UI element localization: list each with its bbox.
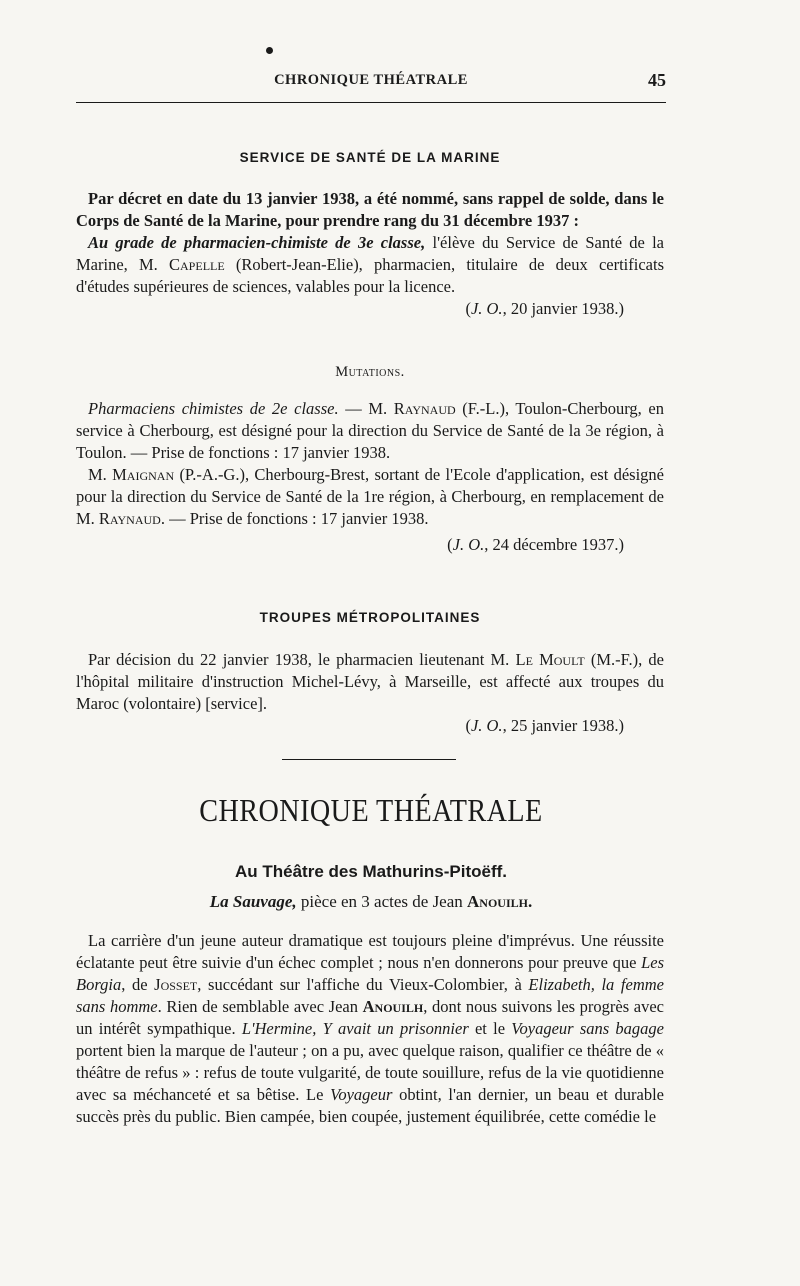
body-text: portent bien la marque de l'auteur ; on a pu, avec quelque raison, qualifier ce théâtre de « théâtre de refus » : refus de toute vulgarité, de toute souillure, refus de la vie quotidienne avec sa méchanceté et sa bêtise. Le	[76, 1041, 664, 1104]
section-title-sante-marine: SERVICE DE SANTÉ DE LA MARINE	[239, 150, 501, 165]
chronique-title: CHRONIQUE THÉATRALE	[199, 792, 543, 828]
cite-date: , 20 janvier 1938.)	[502, 299, 624, 318]
paragraph-raynaud	[76, 398, 664, 464]
grade-text-a: l'élève du Service de Santé de la Marine, M.	[76, 233, 664, 274]
mutations-intro: Pharmaciens chimistes de 2e classe.	[88, 399, 339, 418]
section-mutations-body	[76, 398, 664, 556]
section-title-mutations: Mutations.	[335, 364, 405, 380]
paragraph-le-moult	[76, 649, 664, 715]
cite-date: , 25 janvier 1938.)	[502, 716, 624, 735]
person-name: Raynaud	[98, 509, 161, 528]
play-author: Anouilh.	[467, 892, 533, 911]
section-troupes-body	[76, 649, 664, 737]
paragraph-chronique	[76, 930, 664, 1128]
body-text: , succédant sur l'affiche du Vieux-Colombier, à	[197, 975, 529, 994]
cite-jo: J. O.	[452, 535, 485, 554]
cite-jo: J. O.	[470, 299, 503, 318]
person-name: Josset	[154, 975, 198, 994]
play-text: pièce en 3 actes de Jean	[296, 892, 468, 911]
mutations-text-a: — M.	[338, 399, 394, 418]
maignan-text-a: M.	[88, 465, 113, 484]
work-title: Voyageur sans bagage	[511, 1019, 664, 1038]
section-sante-marine-body	[76, 188, 664, 320]
body-text: obtint, l'an dernier, un beau et durable succès près du public. Bien campée, bien coupée, justement équilibrée, cette comédie le	[76, 1085, 664, 1126]
cite-open: (	[465, 716, 471, 735]
cite-jo: J. O.	[470, 716, 503, 735]
play-title: La Sauvage,	[209, 892, 297, 911]
paragraph-grade	[76, 232, 664, 298]
section-sante-marine	[76, 150, 664, 165]
header-rule	[76, 102, 666, 103]
work-title: Voyageur	[330, 1085, 393, 1104]
troupes-text-b: (M.-F.), de l'hôpital militaire d'instruction Michel-Lévy, à Marseille, est affecté aux troupes du Maroc (volontaire) [service].	[76, 650, 664, 713]
grade-text-b: (Robert-Jean-Elie), pharmacien, titulaire de deux certificats d'études supérieures de sciences, valables pour la licence.	[76, 255, 664, 296]
mutations-text-b: (F.-L.), Toulon-Cherbourg, en service à Cherbourg, est désigné pour la direction du Service de Santé de la 3e région, à Toulon. — Prise de fonctions : 17 janvier 1938.	[76, 399, 664, 462]
section-title-troupes: TROUPES MÉTROPOLITAINES	[259, 610, 481, 625]
person-name: Maignan	[112, 465, 175, 484]
body-text: et le	[468, 1019, 512, 1038]
running-title: CHRONIQUE THÉATRALE	[274, 72, 468, 88]
maignan-text-b: (P.-A.-G.), Cherbourg-Brest, sortant de l'Ecole d'application, est désigné pour la direction du Service de Santé de la 1re région, à Cherbourg, en remplacement de M.	[76, 465, 664, 528]
cite-open: (	[465, 299, 471, 318]
body-text: La carrière d'un jeune auteur dramatique est toujours pleine d'imprévus. Une réussite éclatante peut être suivie d'un échec complet ; nous n'en donnerons pour preuve que	[76, 931, 664, 972]
body-text: . Rien de semblable avec Jean	[157, 997, 363, 1016]
paragraph-decree: Par décret en date du 13 janvier 1938, a été nommé, sans rappel de solde, dans le Corps de Santé de la Marine, pour prendre rang du 31 décembre 1937 :	[76, 189, 664, 230]
chronique-body	[76, 930, 664, 1128]
body-text: , dont nous suivons les progrès avec un intérêt sympathique.	[76, 997, 665, 1038]
section-divider	[282, 759, 456, 760]
play-line	[76, 892, 666, 912]
person-name: Capelle	[169, 255, 225, 274]
cite-date: , 24 décembre 1937.)	[484, 535, 624, 554]
work-title: Elizabeth, la femme sans homme	[76, 975, 664, 1016]
section-troupes	[76, 610, 664, 625]
citation-jo	[76, 298, 664, 320]
paragraph-maignan	[76, 464, 664, 530]
person-name: Anouilh	[362, 997, 424, 1016]
person-name: Le Moult	[515, 650, 585, 669]
section-mutations	[76, 364, 664, 381]
page-number: 45	[648, 70, 666, 90]
grade-text: Au grade de pharmacien-chimiste de 3e classe,	[88, 233, 426, 252]
citation-jo	[76, 534, 664, 556]
maignan-text-c: . — Prise de fonctions : 17 janvier 1938.	[160, 509, 429, 528]
bullet-mark	[266, 47, 273, 54]
citation-jo	[76, 715, 664, 737]
troupes-text-a: Par décision du 22 janvier 1938, le pharmacien lieutenant M.	[88, 650, 516, 669]
work-title: L'Hermine, Y avait un prisonnier	[241, 1019, 469, 1038]
person-name: Raynaud	[393, 399, 456, 418]
running-header	[76, 70, 666, 92]
body-text: , de	[121, 975, 155, 994]
cite-open: (	[447, 535, 453, 554]
chronique-subtitle: Au Théâtre des Mathurins-Pitoëff.	[234, 862, 508, 881]
work-title: Les Borgia	[76, 953, 664, 994]
